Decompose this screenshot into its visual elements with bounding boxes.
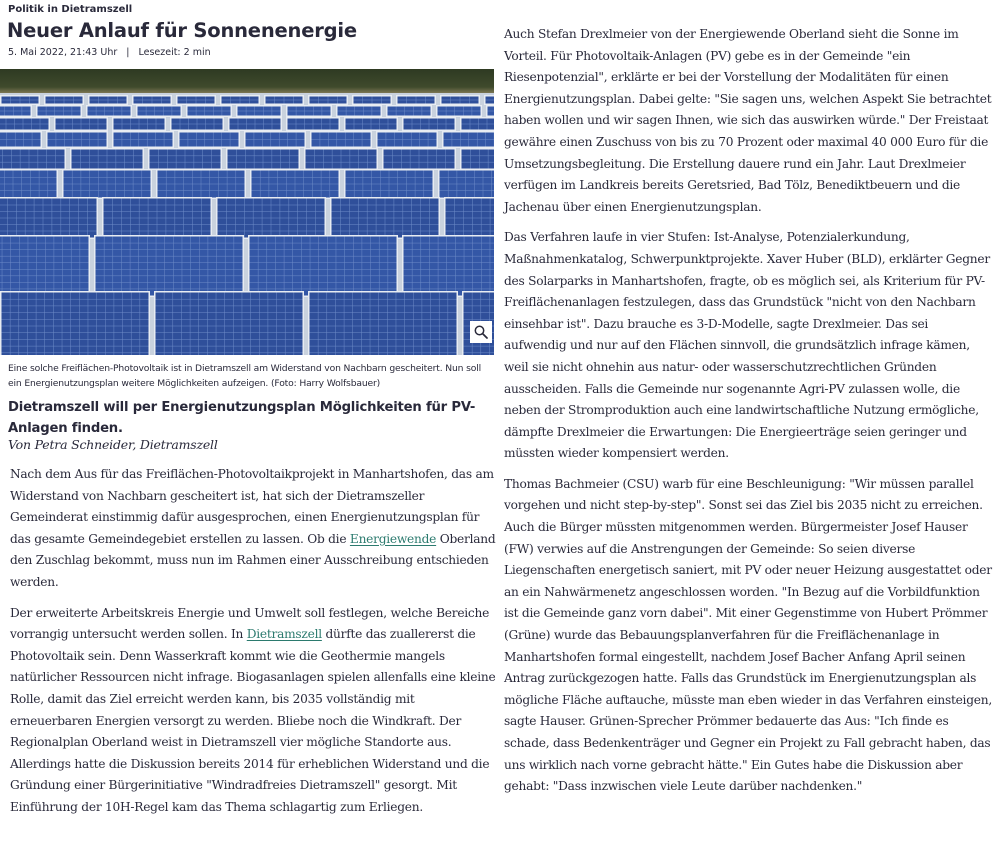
paragraph-4: Das Verfahren laufe in vier Stufen: Ist-Analyse, Potenzialerkundung, Maßnahmenkatalog, Schwerpunktprojekte. Xaver Huber (BLD), erklärter Gegner des Solarparks in Manhartshofen, fragte, ob es möglich sei, als Kriterium für PV-Freiflächenanlagen festzulegen, dass das Grundstück "nicht von den Nachbarn einsehbar ist". Dazu brauche es 3-D-Modelle, sagte Drexlmeier. Das sei aufwendig und nur auf den Flächen sinnvoll, die grundsätzlich infrage kämen, weil sie nicht ohnehin aus natur- oder wasserschutzrechtlichen Gründen ausscheiden. Falls die Gemeinde nur sogenannte Agri-PV zulassen wolle, die neben der Stromproduktion auch eine landwirtschaftliche Nutzung ermögliche, dämpfte Drexlmeier die Erwartungen: Die Energieerträge seien geringer und müssten wieder kompensiert werden. [504, 230, 990, 461]
solar-panel [310, 293, 457, 356]
paragraph-text: Der erweiterte Arbeitskreis Energie und Umwelt soll festlegen, welche Bereiche vorrangig untersucht werden sollen. In [10, 605, 490, 642]
solar-panel [250, 237, 397, 296]
paragraph-text: Oberland den Zuschlag bekommt, muss nun im Rahmen einer Ausschreibung entschieden werden. [10, 531, 496, 589]
image-zoom-button[interactable] [470, 321, 492, 343]
solar-panel [0, 237, 89, 296]
page-title: Neuer Anlauf für Sonnenenergie [7, 19, 357, 42]
solar-panel [404, 237, 495, 296]
solar-panel [96, 237, 243, 296]
paragraph-1 [10, 464, 496, 594]
article-teaser: Dietramszell will per Energienutzungsplan Möglichkeiten für PV-Anlagen finden. [8, 400, 476, 436]
paragraph-5: Thomas Bachmeier (CSU) warb für eine Beschleunigung: "Wir müssen parallel vorgehen und nicht step-by-step". Sonst sei das Ziel bis 2035 nicht zu erreichen. Auch die Bürger müssten mitgenommen werden. Bürgermeister Josef Hauser (FW) verwies auf die Anstrengungen der Gemeinde: So seien diverse Liegenschaften energetisch saniert, mit PV oder neuer Heizung ausgestattet oder an ein Nahwärmenetz angeschlossen worden. "In Bezug auf die Vorbildfunktion ist die Gemeinde ganz vorn dabei". Mit einer Gegenstimme von Hubert Prömmer (Grüne) wurde das Bebauungsplanverfahren für die Freiflächenanlage in Manhartshofen formal eingestellt, nachdem Josef Bacher Anfang April seinen Antrag zurückgezogen hatte. Falls das Grundstück im Energienutzungsplan als mögliche Fläche auftauche, müsste man eben wieder in das Verfahren einsteigen, sagte Hauser. Grünen-Sprecher Prömmer bedauerte das Aus: "Ich finde es schade, dass Bedenkenträger und Gegner ein Projekt zu Fall gebracht haben, das uns wirklich nach vorne gebracht hätte." Ein Gutes habe die Diskussion aber gehabt: "Dass inzwischen viele Leute darüber nachdenken." [504, 476, 992, 794]
photo-caption: Eine solche Freiflächen-Photovoltaik ist in Dietramszell am Widerstand von Nachbarn gescheitert. Nun soll ein Energienutzungsplan weitere Möglichkeiten aufzeigen. (Foto: Harry Wolfsbauer) [8, 363, 481, 389]
solar-panel [156, 293, 303, 356]
link-dietramszell[interactable]: Dietramszell [246, 627, 322, 642]
solar-panel [462, 150, 495, 169]
meta-separator: | [126, 47, 130, 58]
publish-date: 5. Mai 2022, 21:43 Uhr [8, 47, 118, 58]
paragraph-3: Auch Stefan Drexlmeier von der Energiewende Oberland sieht die Sonne im Vorteil. Für Photovoltaik-Anlagen (PV) gebe es in der Gemeinde "ein Riesenpotenzial", erklärte er bei der Vorstellung der Modalitäten für einen Energienutzungsplan. Dabei gelte: "Sie sagen uns, welchen Aspekt Sie betrachtet haben wollen und wir sagen Ihnen, wie sich das auswirken würde." Der Freistaat gewähre einen Zuschuss von bis zu 70 Prozent oder maximal 40 000 Euro für die Umsetzungsbegleitung. Die Erstellung dauere rund ein Jahr. Laut Drexlmeier verfügen im Landkreis bereits Geretsried, Bad Tölz, Benediktbeuern und die Jachenau über einen Energienutzungsplan. [504, 27, 992, 214]
magnifier-icon [474, 325, 488, 339]
article-meta [8, 47, 211, 58]
solar-panel [0, 150, 65, 169]
paragraph-text: dürfte das zuallererst die Photovoltaik sein. Denn Wasserkraft kommt wie die Geothermie mangels natürlicher Ressourcen nicht infrage. Biogasanlagen spielen allenfalls eine kleine Rolle, damit das Ziel erreicht werden kann, bis 2035 vollständig mit erneuerbaren Energien versorgt zu werden. Bliebe noch die Windkraft. Der Regionalplan Oberland weist in Dietramszell vier mögliche Standorte aus. Allerdings hatte die Diskussion bereits 2014 für erheblichen Widerstand und die Gründung einer Bürgerinitiative "Windradfreies Dietramszell" gesorgt. Mit Einführung der 10H-Regel kam das Thema schlagartig zum Erliegen. [10, 627, 496, 814]
solar-panels-image [0, 69, 494, 355]
solar-panel [2, 293, 149, 356]
article-right-column [504, 24, 994, 807]
paragraph-2 [10, 603, 496, 819]
reading-time: Lesezeit: 2 min [138, 47, 211, 58]
article-kicker: Politik in Dietramszell [8, 4, 133, 15]
article-author: Von Petra Schneider, Dietramszell [8, 437, 218, 452]
link-energiewende[interactable]: Energiewende [349, 531, 437, 546]
article-photo[interactable] [0, 69, 494, 355]
paragraph-text: Nach dem Aus für das Freiflächen-Photovoltaikprojekt in Manhartshofen, das am Widerstand von Nachbarn gescheitert ist, hat sich der Dietramszeller Gemeinderat einstimmig dafür ausgesprochen, einen Energienutzungsplan für das gesamte Gemeindegebiet erstellen zu lassen. Ob die [10, 467, 494, 546]
article-body-left [10, 464, 496, 828]
